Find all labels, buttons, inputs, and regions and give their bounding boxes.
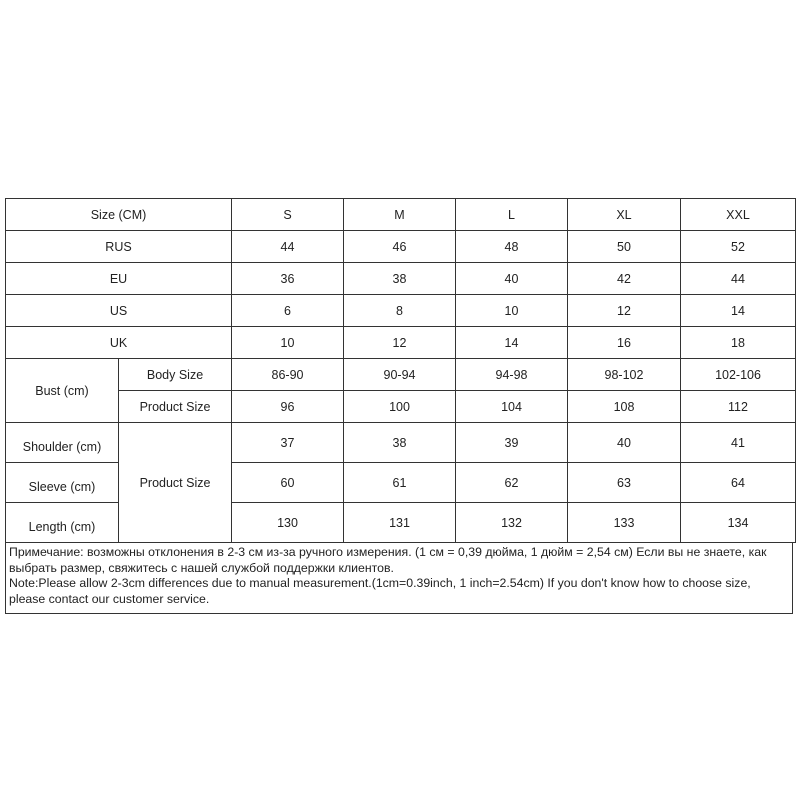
table-cell: 64 <box>681 463 796 503</box>
table-cell: 96 <box>232 391 344 423</box>
size-header-xxl: XXL <box>681 199 796 231</box>
table-cell: 104 <box>456 391 568 423</box>
table-cell: 40 <box>456 263 568 295</box>
table-cell: 48 <box>456 231 568 263</box>
table-cell: 14 <box>456 327 568 359</box>
table-cell: 52 <box>681 231 796 263</box>
bust-label: Bust (cm) <box>6 359 119 423</box>
table-cell: 10 <box>232 327 344 359</box>
table-cell: 130 <box>232 503 344 543</box>
note-russian: Примечание: возможны отклонения в 2-3 см из-за ручного измерения. (1 см = 0,39 дюйма, 1 дюйм = 2,54 см) Если вы не знаете, как выбрать размер, свяжитесь с нашей службой поддержки клиентов. <box>9 545 767 575</box>
table-cell: 37 <box>232 423 344 463</box>
table-cell: 46 <box>344 231 456 263</box>
table-cell: 39 <box>456 423 568 463</box>
region-row-rus <box>6 231 796 263</box>
table-cell: 36 <box>232 263 344 295</box>
table-cell: 41 <box>681 423 796 463</box>
table-cell: 100 <box>344 391 456 423</box>
table-cell: 94-98 <box>456 359 568 391</box>
table-cell: 40 <box>568 423 681 463</box>
table-cell: 42 <box>568 263 681 295</box>
table-cell: 132 <box>456 503 568 543</box>
measure-type-label: Product Size <box>119 423 232 543</box>
table-cell: 38 <box>344 263 456 295</box>
size-header-l: L <box>456 199 568 231</box>
table-cell: 134 <box>681 503 796 543</box>
region-label: US <box>6 295 232 327</box>
region-row-us <box>6 295 796 327</box>
bust-row-body <box>6 359 796 391</box>
table-cell: 131 <box>344 503 456 543</box>
sleeve-label: Sleeve (cm) <box>6 463 119 503</box>
header-row <box>6 199 796 231</box>
shoulder-row <box>6 423 796 463</box>
table-cell: 8 <box>344 295 456 327</box>
size-table <box>5 198 796 543</box>
region-label: EU <box>6 263 232 295</box>
table-cell: 12 <box>568 295 681 327</box>
measurement-note <box>5 543 793 614</box>
measure-type-label: Body Size <box>119 359 232 391</box>
table-cell: 14 <box>681 295 796 327</box>
header-label: Size (CM) <box>6 199 232 231</box>
table-cell: 98-102 <box>568 359 681 391</box>
length-label: Length (cm) <box>6 503 119 543</box>
table-cell: 16 <box>568 327 681 359</box>
region-label: RUS <box>6 231 232 263</box>
table-cell: 63 <box>568 463 681 503</box>
note-english: Note:Please allow 2-3cm differences due to manual measurement.(1cm=0.39inch, 1 inch=2.54cm) If you don't know how to choose size, please contact our customer service. <box>9 576 751 606</box>
size-header-s: S <box>232 199 344 231</box>
table-cell: 12 <box>344 327 456 359</box>
table-cell: 62 <box>456 463 568 503</box>
table-cell: 38 <box>344 423 456 463</box>
measure-type-label: Product Size <box>119 391 232 423</box>
table-cell: 18 <box>681 327 796 359</box>
table-cell: 102-106 <box>681 359 796 391</box>
size-chart <box>5 198 795 614</box>
table-cell: 90-94 <box>344 359 456 391</box>
table-cell: 60 <box>232 463 344 503</box>
region-label: UK <box>6 327 232 359</box>
table-cell: 44 <box>681 263 796 295</box>
table-cell: 86-90 <box>232 359 344 391</box>
size-header-xl: XL <box>568 199 681 231</box>
region-row-uk <box>6 327 796 359</box>
table-cell: 44 <box>232 231 344 263</box>
table-cell: 61 <box>344 463 456 503</box>
table-cell: 112 <box>681 391 796 423</box>
table-cell: 133 <box>568 503 681 543</box>
table-cell: 50 <box>568 231 681 263</box>
size-header-m: M <box>344 199 456 231</box>
bust-row-product <box>6 391 796 423</box>
table-cell: 6 <box>232 295 344 327</box>
region-row-eu <box>6 263 796 295</box>
table-cell: 108 <box>568 391 681 423</box>
shoulder-label: Shoulder (cm) <box>6 423 119 463</box>
table-cell: 10 <box>456 295 568 327</box>
